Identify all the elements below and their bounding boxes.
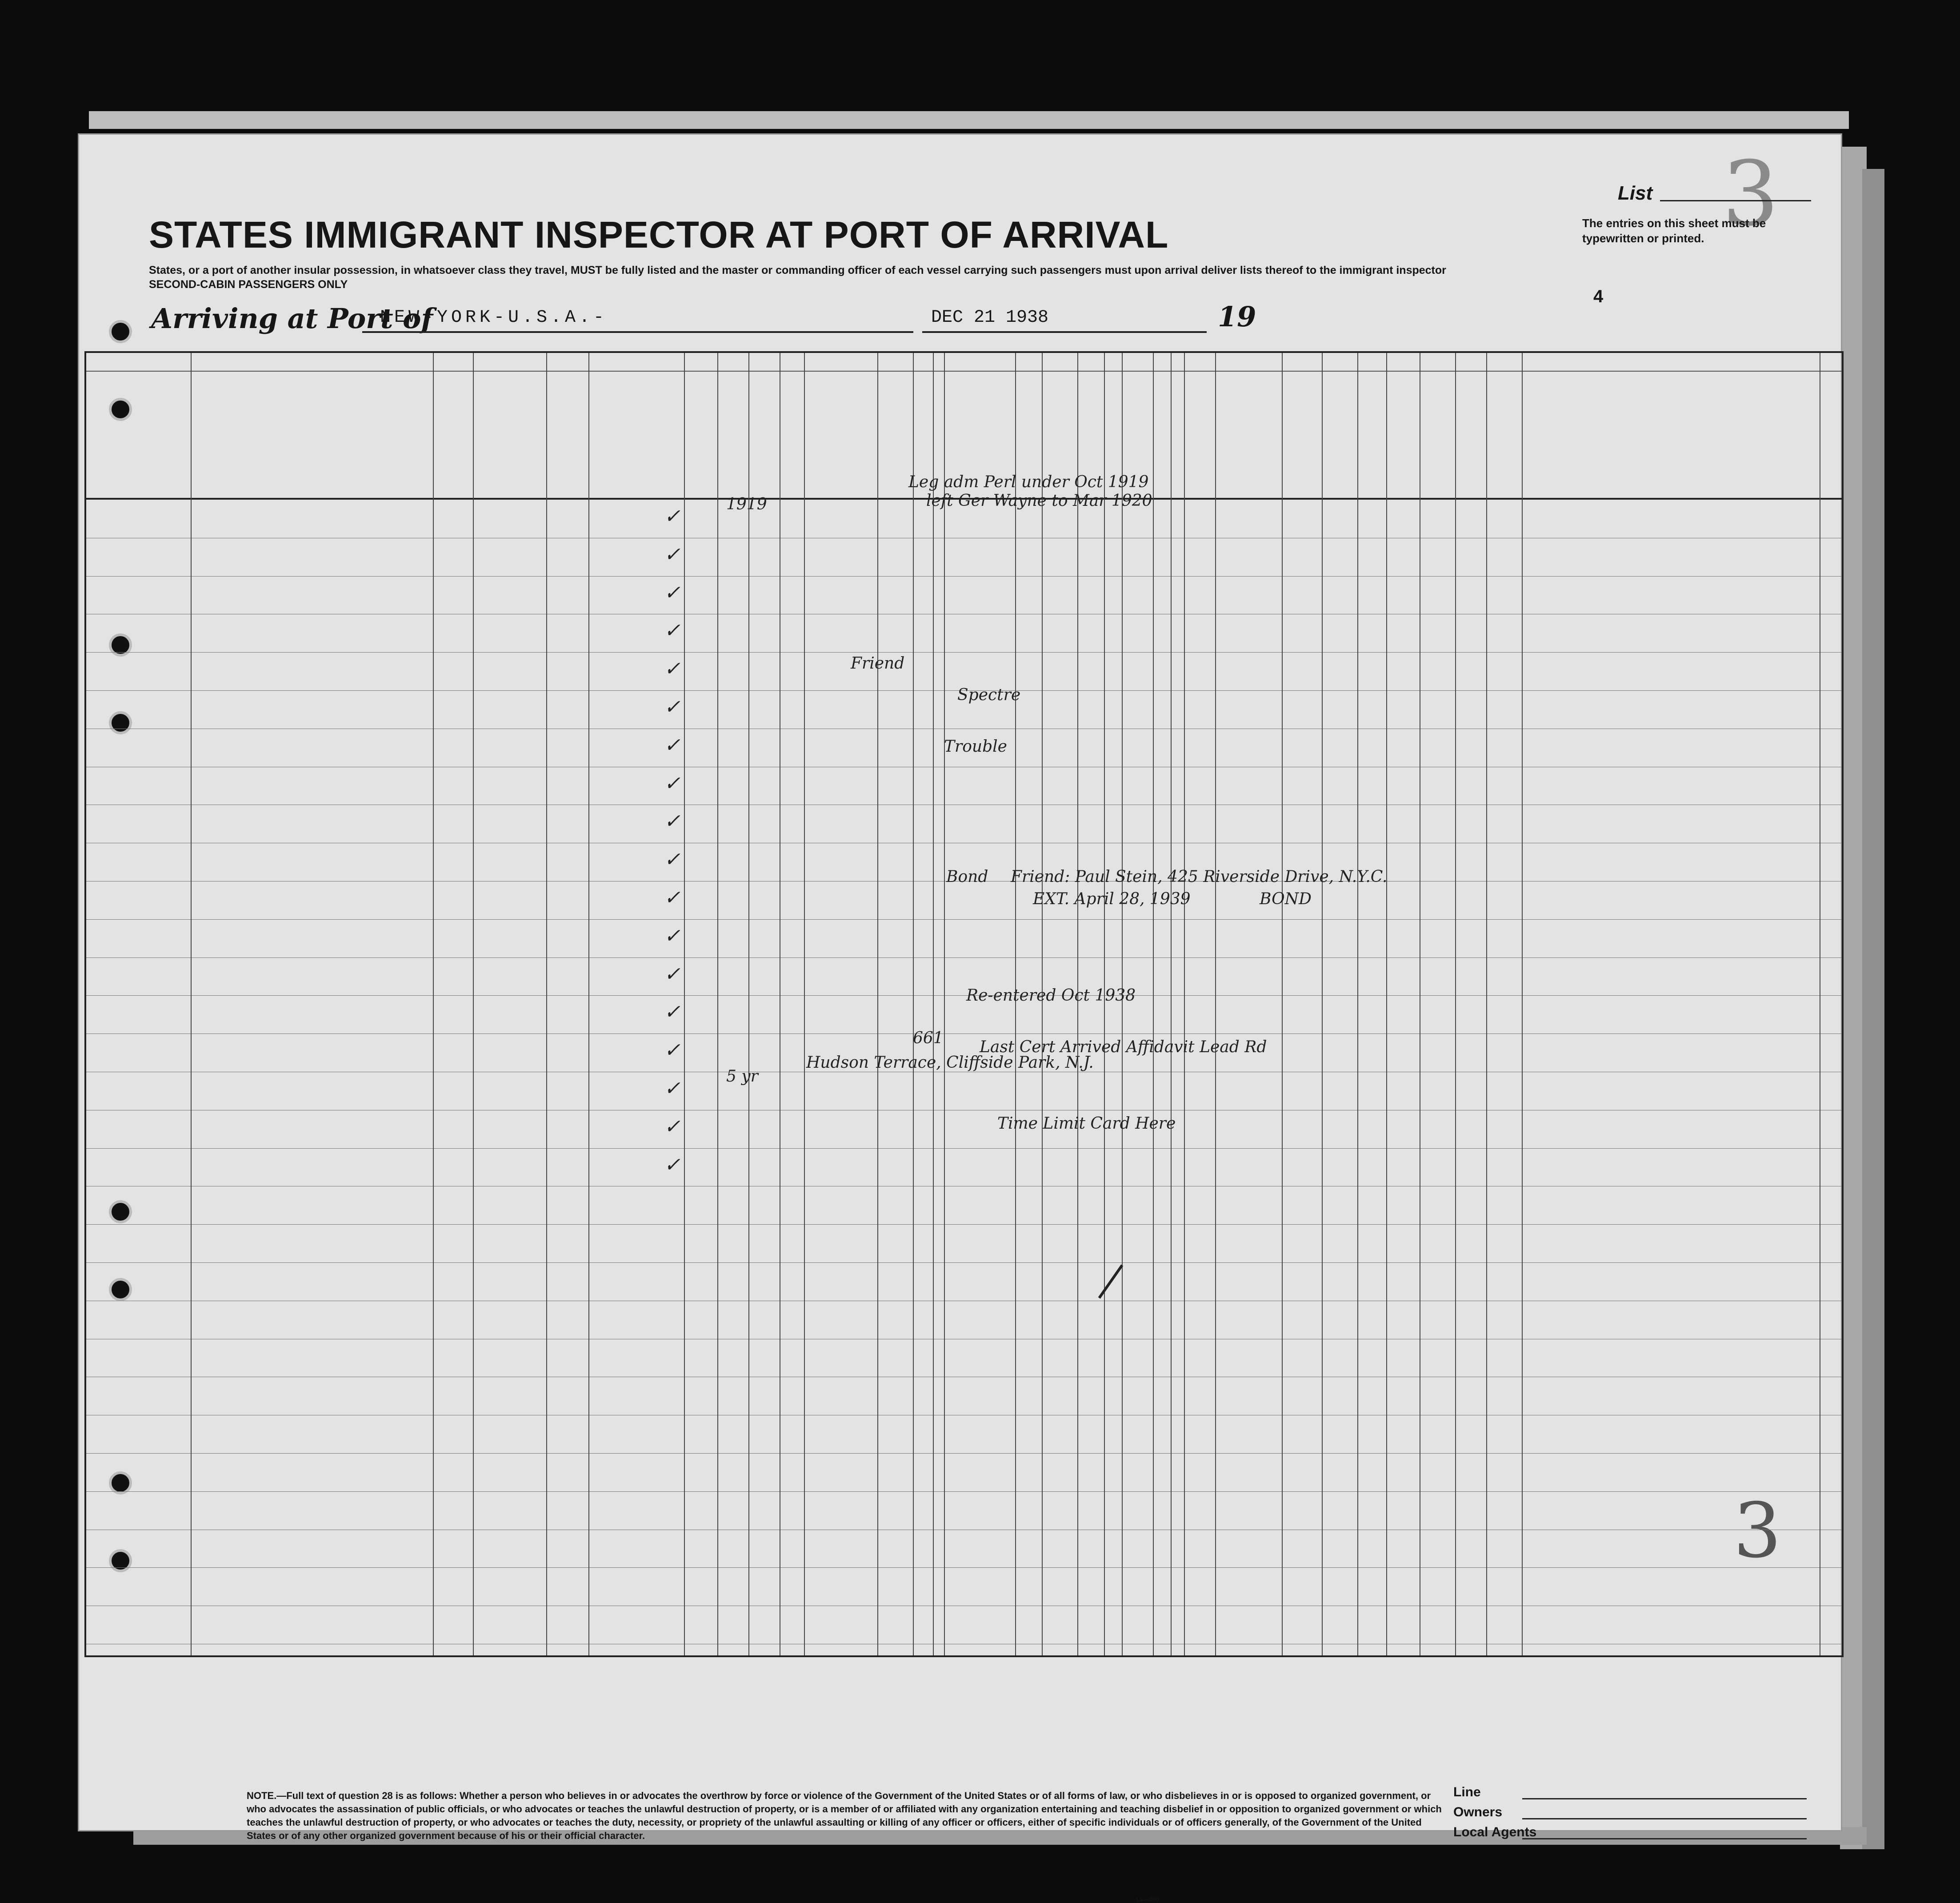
- column-rule: [748, 353, 749, 1655]
- form-title: STATES IMMIGRANT INSPECTOR AT PORT OF ARRIVAL: [149, 214, 1169, 256]
- row-rule: [86, 1453, 1842, 1454]
- handwritten-extension: EXT. April 28, 1939: [1033, 890, 1191, 908]
- handwritten-note: Leg adm Perl under Oct 1919: [908, 473, 1149, 491]
- manifest-table: [84, 351, 1844, 1657]
- row-rule: [86, 652, 1842, 653]
- owners-label: Owners: [1453, 1805, 1503, 1819]
- column-rule: [191, 353, 192, 1655]
- row-rule: [86, 1224, 1842, 1225]
- column-heading: [1172, 380, 1182, 491]
- column-number-rule: [86, 371, 1842, 372]
- column-heading: [1155, 380, 1169, 491]
- instructions-line: States, or a port of another insular possession, in whatsoever class they travel, MUST be fully listed and the master or commanding officer of each vessel carrying such passengers must upon arrival deliver lists thereof to the immigrant inspector: [149, 264, 1446, 276]
- binder-hole: [109, 320, 132, 343]
- list-number-stamp: 3: [1722, 142, 1779, 246]
- column-rule: [473, 353, 474, 1655]
- column-rule: [1153, 353, 1154, 1655]
- check-mark: ✓: [664, 1039, 680, 1062]
- line-label: Line: [1453, 1785, 1481, 1799]
- list-label: List: [1618, 182, 1653, 204]
- column-rule: [1184, 353, 1185, 1655]
- check-mark: ✓: [664, 1077, 680, 1100]
- column-rule: [1282, 353, 1283, 1655]
- column-rule: [804, 353, 805, 1655]
- row-rule: [86, 576, 1842, 577]
- typewritten-instructions: The entries on this sheet must be typewritten or printed.: [1582, 216, 1766, 245]
- column-rule: [1455, 353, 1456, 1655]
- form-number: 14—480: [1136, 1896, 1159, 1903]
- column-rule: [546, 353, 547, 1655]
- row-rule: [86, 1567, 1842, 1568]
- check-mark: ✓: [664, 810, 680, 833]
- row-rule: [86, 995, 1842, 996]
- handwritten-year: 1919: [726, 495, 767, 513]
- handwritten-number: 661: [913, 1029, 944, 1048]
- column-rule: [944, 353, 945, 1655]
- form-instructions: [149, 263, 1549, 292]
- column-heading: [1186, 380, 1213, 491]
- handwritten-note: Friend: Paul Stein, 425 Riverside Drive, N.Y.C.: [1011, 868, 1388, 886]
- check-mark: ✓: [664, 772, 680, 795]
- line-underline: [1522, 1798, 1807, 1799]
- check-mark: ✓: [664, 619, 680, 642]
- column-rule: [1215, 353, 1216, 1655]
- list-underline: [1660, 200, 1811, 201]
- check-mark: ✓: [664, 581, 680, 604]
- column-rule: [1486, 353, 1487, 1655]
- handwritten-note: left Ger Wayne to Mar 1920: [926, 492, 1152, 510]
- row-rule: [86, 919, 1842, 920]
- pen-stroke: [1098, 1264, 1124, 1298]
- check-mark: ✓: [664, 733, 680, 757]
- column-rule: [1171, 353, 1172, 1655]
- handwritten-note: Last Cert Arrived Affidavit Lead Rd: [980, 1038, 1267, 1057]
- check-mark: ✓: [664, 848, 680, 871]
- check-mark: ✓: [664, 962, 680, 986]
- handwritten-note: Spectre: [957, 686, 1021, 704]
- check-mark: ✓: [664, 696, 680, 718]
- handwritten-note: Re-entered Oct 1938: [966, 986, 1136, 1005]
- check-mark: ✓: [664, 657, 680, 681]
- handwritten-year: 5 yr: [726, 1067, 758, 1086]
- bond-stamp: BOND: [1260, 890, 1312, 908]
- column-rule: [684, 353, 685, 1655]
- check-mark: ✓: [664, 924, 680, 947]
- year-prefix: 19: [1218, 300, 1256, 333]
- row-rule: [86, 1491, 1842, 1492]
- date-underline: [922, 331, 1207, 333]
- row-rule: [86, 1148, 1842, 1149]
- column-heading: [670, 380, 682, 491]
- underlying-sheet: [89, 111, 1849, 129]
- passenger-class: SECOND-CABIN PASSENGERS ONLY: [149, 278, 348, 291]
- handwritten-note: Trouble: [944, 737, 1007, 756]
- check-mark: ✓: [664, 1115, 680, 1138]
- handwritten-address: Hudson Terrace, Cliffside Park, N.J.: [806, 1054, 1094, 1072]
- local-agents-label: Local Agents: [1453, 1825, 1537, 1839]
- column-rule: [717, 353, 718, 1655]
- column-rule: [913, 353, 914, 1655]
- column-rule: [1386, 353, 1387, 1655]
- underlying-sheet: [1862, 169, 1884, 1849]
- check-mark: ✓: [664, 1153, 680, 1176]
- column-rule: [1357, 353, 1358, 1655]
- handwritten-note: Friend: [851, 654, 905, 673]
- port-underline: [362, 331, 913, 333]
- handwritten-note: Bond: [946, 868, 988, 886]
- column-rule: [877, 353, 878, 1655]
- column-rule: [1522, 353, 1523, 1655]
- check-mark: ✓: [664, 1001, 680, 1024]
- list-number-stamp-bottom: 3: [1733, 1487, 1782, 1575]
- check-mark: ✓: [664, 886, 680, 909]
- row-rule: [86, 1262, 1842, 1263]
- question-28-note: NOTE.—Full text of question 28 is as follows: Whether a person who believes in or advocates the overthrow by force or violence of the Government of the United States or of all forms of law, or who disbelieves in or is opposed to organized government, or who advocates the assassination of public officials, or who advocates or teaches the unlawful destruction of property, or is a member of or affiliated with any organization entertaining and teaching disbelief in or opposition to organized government or which teaches the unlawful destruction of property, or who advocates or teaches the duty, necessity, or propriety of the unlawful assaulting or killing of any officer or officers, either of specific individuals or of officers generally, of the Government of the United States or of any other organized government because of his or their official character.: [247, 1790, 1442, 1841]
- check-mark: ✓: [664, 543, 680, 566]
- check-mark: ✓: [664, 505, 680, 528]
- arriving-label: Arriving at Port of: [151, 302, 433, 335]
- column-rule: [933, 353, 934, 1655]
- column-rule: [1322, 353, 1323, 1655]
- sheet-number: 4: [1593, 287, 1604, 306]
- handwritten-note: Time Limit Card Here: [997, 1114, 1176, 1133]
- column-rule: [433, 353, 434, 1655]
- arrival-date: DEC 21 1938: [931, 308, 1049, 328]
- arrival-port: NEW-YORK-U.S.A.-: [380, 308, 608, 328]
- column-rule: [588, 353, 589, 1655]
- agents-underline: [1522, 1838, 1807, 1839]
- owners-underline: [1522, 1818, 1807, 1819]
